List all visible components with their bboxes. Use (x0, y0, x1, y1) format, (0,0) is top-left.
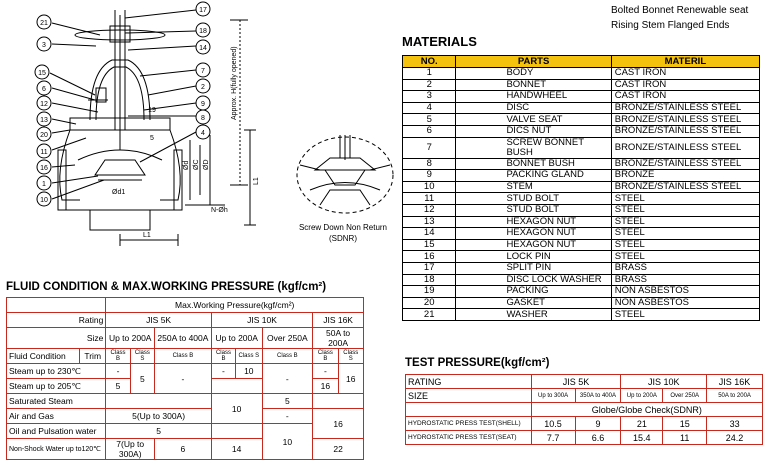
part-name: HEXAGON NUT (456, 216, 611, 228)
callout: 21 (40, 20, 48, 27)
table-row (7, 298, 364, 313)
part-number: 7 (403, 137, 456, 158)
jis16-header: JIS 16K (707, 375, 763, 389)
size-label: Size (7, 328, 106, 349)
value-cell: 15.4 (621, 431, 663, 445)
table-row (403, 251, 760, 263)
size-cell: Over 250A (262, 328, 313, 349)
part-name: BONNET (456, 79, 611, 91)
part-number: 12 (403, 204, 456, 216)
l1-horizontal-label: L1 (143, 232, 151, 239)
jis5-header: JIS 5K (106, 313, 211, 328)
size-cell: 350A to 400A (575, 389, 621, 403)
value-cell: 33 (707, 417, 763, 431)
value-cell: 6 (155, 439, 212, 460)
callout: 16 (40, 165, 48, 172)
value-cell: - (211, 364, 235, 379)
table-row (403, 125, 760, 137)
dia-d-label: Ød (183, 160, 190, 170)
fluid-condition-table (6, 297, 364, 460)
part-number: 2 (403, 79, 456, 91)
value-cell: - (106, 364, 130, 379)
callout: 1 (42, 181, 46, 188)
part-name: DISC (456, 102, 611, 114)
part-material: STEEL (611, 251, 759, 263)
materials-body (403, 68, 760, 321)
part-number: 20 (403, 297, 456, 309)
callout: 10 (40, 197, 48, 204)
row-label: Non-Shock Water up to120℃ (7, 439, 106, 460)
table-row (403, 216, 760, 228)
callout: 14 (199, 45, 207, 52)
part-name: GASKET (456, 297, 611, 309)
max-pressure-header: Max.Working Pressure(kgf/cm²) (106, 298, 364, 313)
table-row (403, 114, 760, 126)
table-row (403, 286, 760, 298)
table-row (403, 91, 760, 103)
part-material: NON ASBESTOS (611, 297, 759, 309)
callout: 19 (148, 107, 156, 114)
part-number: 9 (403, 170, 456, 182)
value-cell: 6.6 (575, 431, 621, 445)
table-row (403, 228, 760, 240)
part-material: STEEL (611, 204, 759, 216)
part-name: BONNET BUSH (456, 158, 611, 170)
callout: 11 (40, 149, 48, 156)
table-row (403, 181, 760, 193)
fluid-condition-label: Fluid Condition (7, 349, 80, 364)
row-label: Oil and Pulsation water (7, 424, 106, 439)
table-row (403, 68, 760, 80)
value-cell: 14 (211, 439, 262, 460)
value-cell: 9 (575, 417, 621, 431)
row-label: Steam up to 205℃ (7, 379, 106, 394)
part-number: 18 (403, 274, 456, 286)
value-cell: 10.5 (531, 417, 575, 431)
sdnr-detail-drawing (290, 130, 400, 220)
dia-big-d-label: ØD (203, 159, 210, 170)
value-cell: 16 (338, 364, 363, 394)
header-no: NO. (403, 56, 456, 68)
callout: 7 (201, 68, 205, 75)
fluid-table-title: FLUID CONDITION & MAX.WORKING PRESSURE (kgf/cm²) (6, 281, 327, 293)
rating-label: Rating (7, 313, 106, 328)
table-row (403, 309, 760, 321)
part-name: LOCK PIN (456, 251, 611, 263)
part-material: NON ASBESTOS (611, 286, 759, 298)
callout: 18 (199, 28, 207, 35)
callout: 17 (199, 7, 207, 14)
class-cell: Class B (106, 349, 130, 364)
table-row (7, 424, 364, 439)
jis16-header: JIS 16K (313, 313, 364, 328)
size-label: SIZE (406, 389, 532, 403)
test-pressure-title: TEST PRESSURE(kgf/cm²) (405, 357, 550, 369)
size-cell: Up to 200A (106, 328, 155, 349)
dia-c-label: ØC (193, 159, 200, 170)
trim-label: Trim (80, 349, 106, 364)
jis10-header: JIS 10K (211, 313, 312, 328)
callout: 8 (201, 115, 205, 122)
part-number: 3 (403, 91, 456, 103)
part-name: STEM (456, 181, 611, 193)
callout: 20 (40, 132, 48, 139)
part-name: VALVE SEAT (456, 114, 611, 126)
part-material: STEEL (611, 228, 759, 240)
table-row (406, 389, 763, 403)
part-material: BRONZE/STAINLESS STEEL (611, 158, 759, 170)
jis10-header: JIS 10K (621, 375, 707, 389)
table-row (403, 274, 760, 286)
value-cell: 15 (663, 417, 707, 431)
part-material: BRASS (611, 274, 759, 286)
value-cell: 16 (313, 379, 338, 394)
rating-label: RATING (406, 375, 532, 389)
sdnr-caption (283, 222, 403, 244)
value-cell: 10 (236, 364, 262, 379)
part-material: BRASS (611, 262, 759, 274)
part-number: 15 (403, 239, 456, 251)
header-parts: PARTS (456, 56, 611, 68)
part-number: 10 (403, 181, 456, 193)
test-pressure-table (405, 374, 763, 445)
value-cell: 21 (621, 417, 663, 431)
value-cell: 5 (106, 424, 211, 439)
table-row (7, 364, 364, 379)
value-cell: 24.2 (707, 431, 763, 445)
materials-note (611, 3, 748, 33)
table-row (403, 204, 760, 216)
part-number: 21 (403, 309, 456, 321)
value-cell: 22 (313, 439, 364, 460)
table-row (406, 431, 763, 445)
size-cell: Up to 300A (531, 389, 575, 403)
materials-table (402, 55, 760, 321)
materials-note-line2: Rising Stem Flanged Ends (611, 20, 730, 31)
callout: 13 (40, 117, 48, 124)
table-row (403, 137, 760, 158)
part-name: HEXAGON NUT (456, 239, 611, 251)
part-material: CAST IRON (611, 79, 759, 91)
class-cell: Class B (211, 349, 235, 364)
part-material: STEEL (611, 309, 759, 321)
class-cell: Class S (236, 349, 262, 364)
table-row (403, 158, 760, 170)
bolt-hole-label: N-Øh (211, 207, 228, 214)
sdnr-caption-line1: Screw Down Non Return (298, 223, 388, 232)
part-material: BRONZE (611, 170, 759, 182)
size-cell: 50A to 200A (707, 389, 763, 403)
value-cell: 7.7 (531, 431, 575, 445)
table-row (403, 193, 760, 205)
size-cell: 250A to 400A (155, 328, 212, 349)
shell-test-label: HYDROSTATIC PRESS TEST(SHELL) (406, 417, 532, 431)
part-material: STEEL (611, 193, 759, 205)
callout: 4 (201, 130, 205, 137)
table-row (403, 102, 760, 114)
table-row (406, 403, 763, 417)
size-cell: Up to 200A (621, 389, 663, 403)
table-row (7, 328, 364, 349)
part-number: 5 (403, 114, 456, 126)
part-number: 11 (403, 193, 456, 205)
part-number: 16 (403, 251, 456, 263)
part-material: CAST IRON (611, 68, 759, 80)
height-dim-label: Approx. H(fully opened) (231, 46, 238, 120)
class-cell: Class S (338, 349, 363, 364)
part-material: BRONZE/STAINLESS STEEL (611, 137, 759, 158)
class-cell: Class B (262, 349, 313, 364)
table-row (403, 170, 760, 182)
table-row (406, 417, 763, 431)
table-row (7, 409, 364, 424)
value-cell: - (155, 364, 212, 394)
part-material: CAST IRON (611, 91, 759, 103)
part-material: BRONZE/STAINLESS STEEL (611, 114, 759, 126)
part-material: BRONZE/STAINLESS STEEL (611, 181, 759, 193)
part-material: BRONZE/STAINLESS STEEL (611, 102, 759, 114)
value-cell: 10 (211, 394, 262, 424)
callout: 15 (38, 70, 46, 77)
part-material: BRONZE/STAINLESS STEEL (611, 125, 759, 137)
header-material: MATERIL (611, 56, 759, 68)
value-cell: 11 (663, 431, 707, 445)
part-name: STUD BOLT (456, 193, 611, 205)
callout: 2 (201, 84, 205, 91)
jis5-header: JIS 5K (531, 375, 621, 389)
part-number: 4 (403, 102, 456, 114)
part-name: WASHER (456, 309, 611, 321)
size-cell: 50A to 200A (313, 328, 364, 349)
table-row (7, 394, 364, 409)
value-cell: 5(Up to 300A) (106, 409, 211, 424)
callout: 12 (40, 101, 48, 108)
part-name: SPLIT PIN (456, 262, 611, 274)
dia-d1-label: Ød1 (112, 189, 126, 196)
class-cell: Class B (313, 349, 338, 364)
l1-vertical-label: L1 (253, 177, 260, 185)
table-row (406, 375, 763, 389)
table-row (7, 313, 364, 328)
value-cell: 16 (313, 409, 364, 439)
row-label: Saturated Steam (7, 394, 106, 409)
part-number: 6 (403, 125, 456, 137)
value-cell: - (313, 364, 338, 379)
callout: 6 (42, 86, 46, 93)
valve-drawing (0, 0, 285, 262)
value-cell: 5 (262, 394, 313, 409)
part-name: SCREW BONNET BUSH (456, 137, 611, 158)
value-cell: - (262, 364, 313, 394)
callout: 5 (150, 135, 154, 142)
table-row (7, 349, 364, 364)
table-row (403, 297, 760, 309)
row-label: Air and Gas (7, 409, 106, 424)
part-number: 1 (403, 68, 456, 80)
part-name: DICS NUT (456, 125, 611, 137)
part-number: 8 (403, 158, 456, 170)
part-name: BODY (456, 68, 611, 80)
part-material: STEEL (611, 216, 759, 228)
value-cell: - (262, 409, 313, 424)
materials-header-row (403, 56, 760, 68)
value-cell: 10 (262, 424, 313, 460)
value-cell: 7(Up to 300A) (106, 439, 155, 460)
table-row (403, 79, 760, 91)
value-cell: 5 (106, 379, 130, 394)
part-material: STEEL (611, 239, 759, 251)
part-name: DISC LOCK WASHER (456, 274, 611, 286)
part-name: PACKING GLAND (456, 170, 611, 182)
part-name: STUD BOLT (456, 204, 611, 216)
value-cell: 5 (130, 364, 154, 394)
size-cell: Up to 200A (211, 328, 262, 349)
materials-note-line1: Bolted Bonnet Renewable seat (611, 5, 749, 16)
part-number: 17 (403, 262, 456, 274)
part-name: HANDWHEEL (456, 91, 611, 103)
part-name: HEXAGON NUT (456, 228, 611, 240)
table-row (403, 262, 760, 274)
globe-check-header: Globe/Globe Check(SDNR) (531, 403, 762, 417)
callout: 9 (201, 101, 205, 108)
part-name: PACKING (456, 286, 611, 298)
part-number: 19 (403, 286, 456, 298)
callout: 3 (42, 42, 46, 49)
materials-title: MATERIALS (402, 34, 477, 49)
table-row (403, 239, 760, 251)
part-number: 13 (403, 216, 456, 228)
sdnr-caption-line2: (SDNR) (329, 234, 357, 243)
seat-test-label: HYDROSTATIC PRESS TEST(SEAT) (406, 431, 532, 445)
class-cell: Class B (155, 349, 212, 364)
size-cell: Over 250A (663, 389, 707, 403)
part-number: 14 (403, 228, 456, 240)
class-cell: Class S (130, 349, 154, 364)
row-label: Steam up to 230℃ (7, 364, 106, 379)
